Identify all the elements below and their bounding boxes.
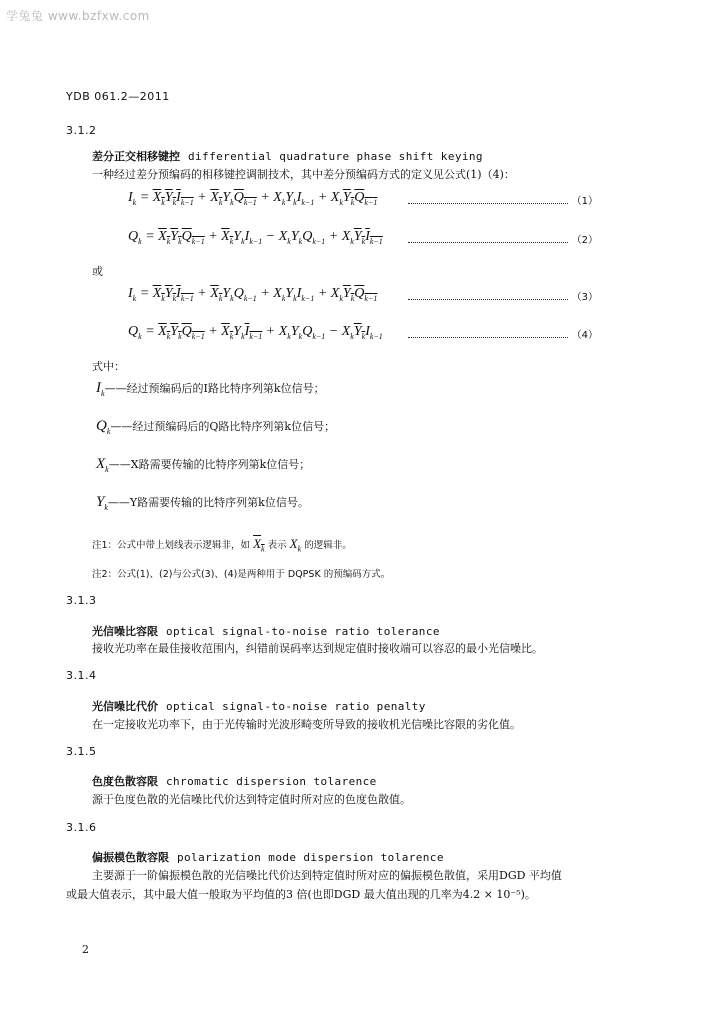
note-2: 注2：公式(1)、(2)与公式(3)、(4)是两种用于 DQPSK 的预编码方式。 xyxy=(92,569,391,580)
term-zh: 偏振模色散容限 xyxy=(92,851,169,864)
term-en: optical signal-to-noise ratio penalty xyxy=(166,700,426,713)
note-1: 注1：公式中带上划线表示逻辑非，如 $X_k$ 表示 $X_k$ 的逻辑非。 xyxy=(92,536,352,554)
term-heading xyxy=(92,148,483,164)
equation-number: （2） xyxy=(571,235,598,246)
term-zh: 色度色散容限 xyxy=(92,775,158,788)
symbol: $Q_k$ xyxy=(96,418,111,436)
term-en: chromatic dispersion tolarence xyxy=(166,775,377,788)
or-text: 或 xyxy=(92,265,103,278)
term-definition-continued: 或最大值表示，其中最大值一般取为平均值的3 倍(也即DGD 最大值出现的几率为4.2 × 10⁻⁵)。 xyxy=(66,888,536,901)
equation-number: （1） xyxy=(571,196,598,207)
term-en: optical signal-to-noise ratio tolerance xyxy=(166,625,440,638)
term-definition: 在一定接收光功率下，由于光传输时光波形畸变所导致的接收机光信噪比容限的劣化值。 xyxy=(92,718,521,731)
equation-2: $Q_k = X_kY_kQ_{k-1} + X_kY_kI_{k-1} - X_kY_kQ_{k-1} + X_kY_kI_{k-1}$ （2） xyxy=(128,229,598,246)
term-heading xyxy=(92,623,440,639)
definition-text: ——X路需要传输的比特序列第k位信号； xyxy=(108,458,311,471)
term-heading xyxy=(92,849,444,865)
symbol: $X_k$ xyxy=(96,456,109,474)
definition-text: ——经过预编码后的Q路比特序列第k位信号； xyxy=(110,420,336,433)
term-heading xyxy=(92,773,377,789)
section-number: 3.1.2 xyxy=(66,124,97,137)
watermark: 学兔兔 www.bzfxw.com xyxy=(6,9,150,23)
equation-number: （3） xyxy=(571,292,598,303)
where-label: 式中： xyxy=(92,360,125,373)
section-number: 3.1.5 xyxy=(66,745,97,758)
equation-1: $I_k = X_kY_kI_{k-1} + X_kY_kQ_{k-1} + X_kY_kI_{k-1} + X_kY_kQ_{k-1}$ （1） xyxy=(128,190,598,207)
section-number: 3.1.4 xyxy=(66,669,97,682)
equation-number: （4） xyxy=(571,330,598,341)
definition-item xyxy=(96,494,309,512)
section-number: 3.1.3 xyxy=(66,594,97,607)
standard-number: YDB 061.2—2011 xyxy=(66,90,170,103)
term-definition: 一种经过差分预编码的相移键控调制技术，其中差分预编码方式的定义见公式(1)（4)： xyxy=(92,168,515,181)
symbol: $I_k$ xyxy=(96,380,105,398)
term-zh: 光信噪比代价 xyxy=(92,700,158,713)
definition-item xyxy=(96,456,310,474)
definition-item xyxy=(96,418,335,436)
section-number: 3.1.6 xyxy=(66,821,97,834)
definition-text: ——经过预编码后的I路比特序列第k位信号； xyxy=(104,382,325,395)
term-en: differential quadrature phase shift keying xyxy=(188,150,483,163)
definition-text: ——Y路需要传输的比特序列第k位信号。 xyxy=(107,496,309,509)
equation-3: $I_k = X_kY_kI_{k-1} + X_kY_kQ_{k-1} + X_kY_kI_{k-1} + X_kY_kQ_{k-1}$ （3） xyxy=(128,286,598,303)
symbol: $Y_k$ xyxy=(96,494,108,512)
equation-4: $Q_k = X_kY_kQ_{k-1} + X_kY_kI_{k-1} + X_kY_kQ_{k-1} - X_kY_kI_{k-1}$ （4） xyxy=(128,324,598,341)
page-number: 2 xyxy=(82,943,89,956)
term-zh: 光信噪比容限 xyxy=(92,625,158,638)
term-definition: 接收光功率在最佳接收范围内，纠错前误码率达到规定值时接收端可以容忍的最小光信噪比。 xyxy=(92,642,543,655)
term-definition: 主要源于一阶偏振模色散的光信噪比代价达到特定值时所对应的偏振模色散值，采用DGD 平均值 xyxy=(92,869,562,882)
definition-item xyxy=(96,380,325,398)
term-heading xyxy=(92,698,426,714)
term-en: polarization mode dispersion tolarence xyxy=(177,851,444,864)
term-zh: 差分正交相移键控 xyxy=(92,150,180,163)
term-definition: 源于色度色散的光信噪比代价达到特定值时所对应的色度色散值。 xyxy=(92,793,411,806)
